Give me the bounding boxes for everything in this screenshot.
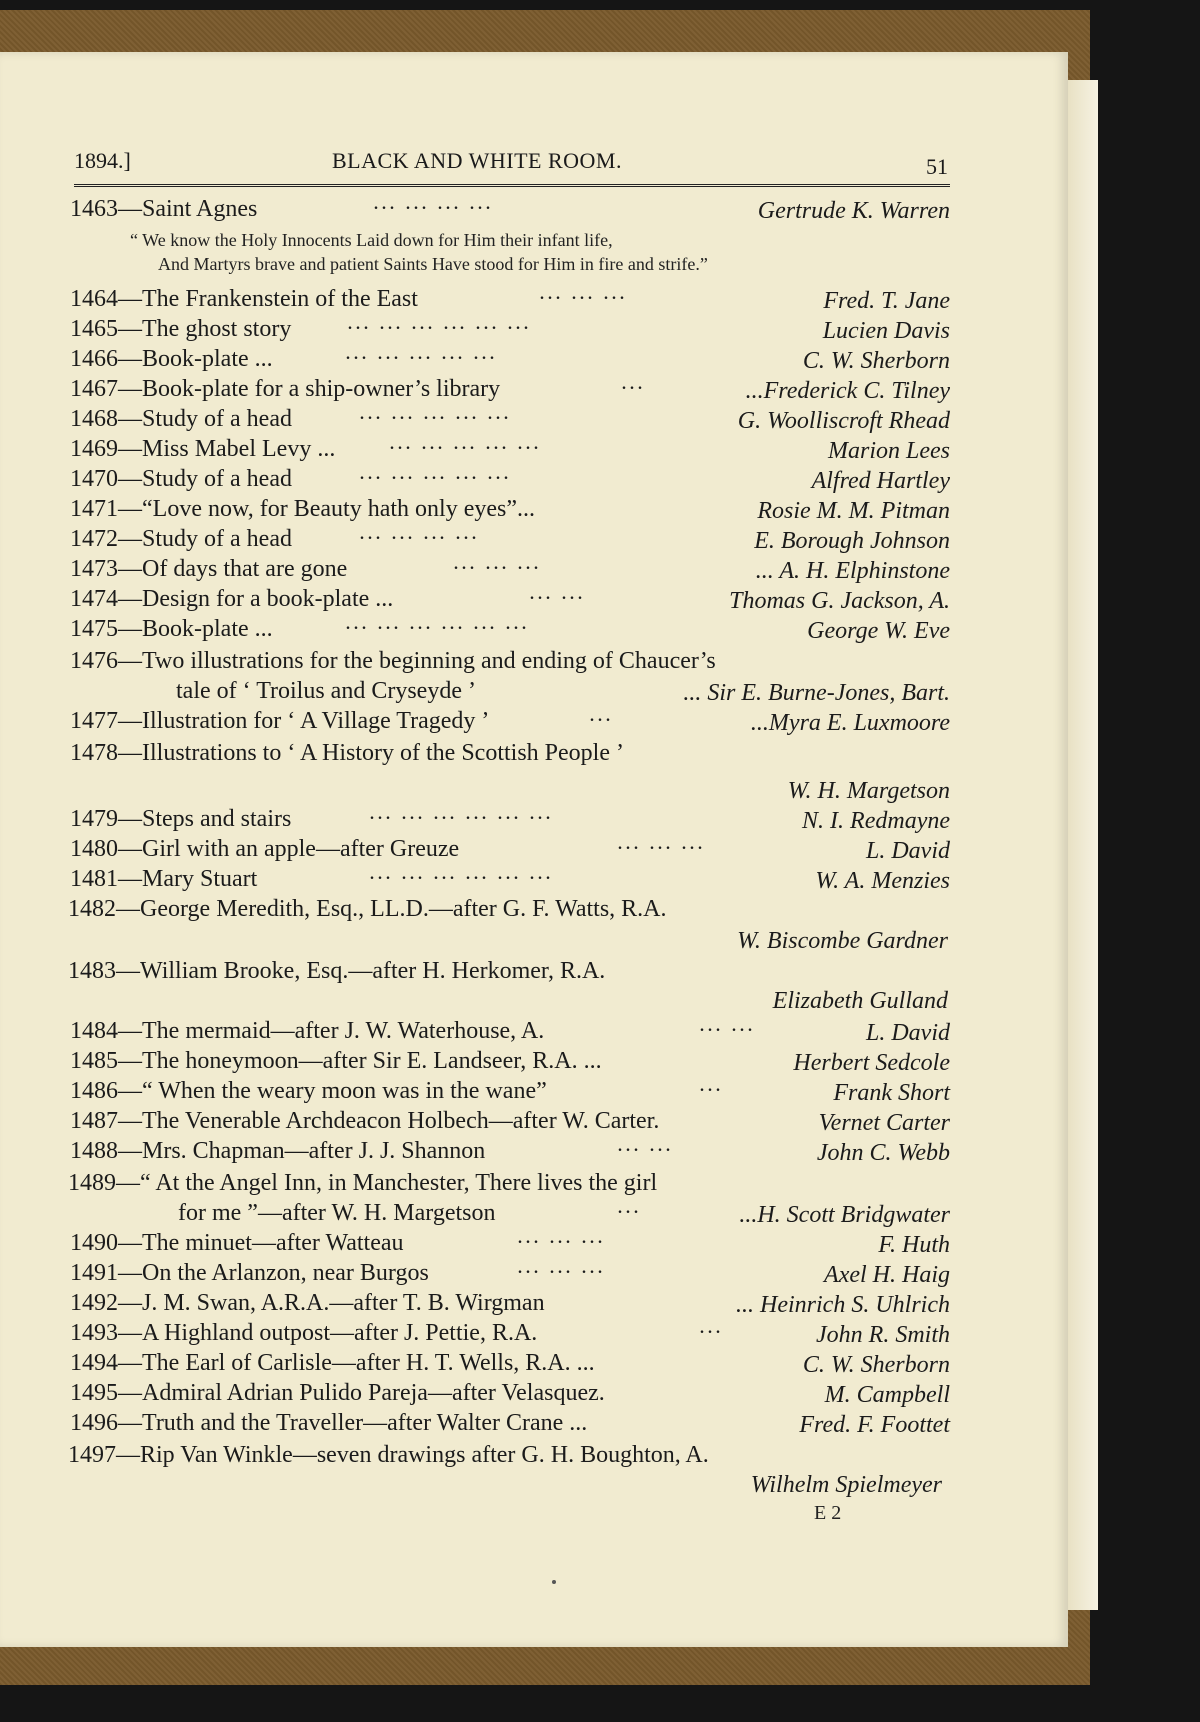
entry-artist: Fred. F. Foottet	[799, 1412, 950, 1438]
leader-dots: ... ...	[530, 586, 586, 603]
leader-dots: ... ... ... ... ... ...	[348, 316, 532, 333]
leader-dots: ... ... ... ... ...	[346, 346, 498, 363]
entry-title-continued: tale of ‘ Troilus and Cryseyde ’	[176, 678, 476, 704]
catalogue-entry	[70, 1138, 950, 1168]
quote-line: “ We know the Holy Innocents Laid down for Him their infant life,	[130, 230, 613, 250]
entry-title: 1496—Truth and the Traveller—after Walter Crane ...	[70, 1410, 588, 1436]
entry-title: 1479—Steps and stairs	[70, 806, 292, 832]
catalogue-entry	[70, 196, 950, 226]
entry-artist: Herbert Sedcole	[793, 1050, 950, 1076]
catalogue-entry	[70, 1290, 950, 1320]
catalogue-entry	[70, 346, 950, 376]
entry-title: 1472—Study of a head	[70, 526, 292, 552]
leader-dots: ...	[618, 1200, 642, 1217]
catalogue-entry	[70, 678, 950, 708]
leader-dots: ...	[700, 1320, 724, 1337]
catalogue-entry	[70, 1108, 950, 1138]
header-title: BLACK AND WHITE ROOM.	[332, 148, 622, 173]
catalogue-entry	[70, 708, 950, 738]
entry-title: 1489—“ At the Angel Inn, in Manchester, There lives the girl	[68, 1170, 658, 1196]
entry-title: 1486—“ When the weary moon was in the wane”	[70, 1078, 547, 1104]
catalogue-entry	[70, 286, 950, 316]
entry-title: 1466—Book-plate ...	[70, 346, 273, 372]
leader-dots: ... ... ... ...	[374, 196, 494, 213]
entry-artist: Lucien Davis	[822, 318, 950, 344]
entry-title: 1469—Miss Mabel Levy ...	[70, 436, 336, 462]
entry-artist: Gertrude K. Warren	[757, 198, 950, 224]
entry-artist: ...Frederick C. Tilney	[745, 378, 950, 404]
catalogue-entry	[70, 806, 950, 836]
catalogue-entry	[70, 1320, 950, 1350]
entry-artist: ... Sir E. Burne-Jones, Bart.	[683, 680, 950, 706]
catalogue-entry	[70, 526, 950, 556]
entry-artist: Fred. T. Jane	[823, 288, 950, 314]
entry-artist: Axel H. Haig	[824, 1262, 950, 1288]
entry-title: 1475—Book-plate ...	[70, 616, 273, 642]
entry-title: 1478—Illustrations to ‘ A History of the Scottish People ’	[70, 740, 624, 766]
entry-artist: N. I. Redmayne	[802, 808, 950, 834]
leader-dots: ...	[590, 708, 614, 725]
page-edge	[1068, 80, 1098, 1610]
entry-title: 1481—Mary Stuart	[70, 866, 258, 892]
signature-mark: E 2	[814, 1502, 842, 1524]
entry-artist: W. H. Margetson	[787, 778, 950, 804]
catalogue-entry	[70, 406, 950, 436]
entry-artist: Wilhelm Spielmeyer	[750, 1472, 942, 1498]
entry-artist: Rosie M. M. Pitman	[757, 498, 950, 524]
catalogue-entry	[70, 1260, 950, 1290]
entry-artist: ...Myra E. Luxmoore	[750, 710, 950, 736]
catalogue-entry	[70, 866, 950, 896]
entry-artist: Vernet Carter	[818, 1110, 950, 1136]
leader-dots: ... ... ... ... ... ...	[370, 806, 554, 823]
leader-dots: ... ... ...	[540, 286, 628, 303]
entry-title: 1480—Girl with an apple—after Greuze	[70, 836, 460, 862]
entry-title: 1484—The mermaid—after J. W. Waterhouse, A.	[70, 1018, 545, 1044]
entry-artist: ...H. Scott Bridgwater	[739, 1202, 950, 1228]
entry-artist: M. Campbell	[824, 1382, 950, 1408]
entry-artist: John C. Webb	[816, 1140, 950, 1166]
entry-artist: Marion Lees	[828, 438, 950, 464]
entry-artist: John R. Smith	[816, 1322, 950, 1348]
catalogue-entry	[70, 1078, 950, 1108]
entry-title: 1492—J. M. Swan, A.R.A.—after T. B. Wirgman	[70, 1290, 545, 1316]
catalogue-entry	[70, 496, 950, 526]
entry-title: 1474—Design for a book-plate ...	[70, 586, 394, 612]
leader-dots: ... ... ... ... ...	[360, 406, 512, 423]
leader-dots: ... ... ... ... ... ...	[370, 866, 554, 883]
entry-artist: ... Heinrich S. Uhlrich	[736, 1292, 950, 1318]
entry-title: 1467—Book-plate for a ship-owner’s library	[70, 376, 501, 402]
catalogue-entry	[70, 1018, 950, 1048]
entry-artist: G. Woolliscroft Rhead	[737, 408, 950, 434]
leader-dots: ...	[700, 1078, 724, 1095]
entry-artist: Alfred Hartley	[811, 468, 950, 494]
entry-artist: Thomas G. Jackson, A.	[729, 588, 950, 614]
leader-dots: ... ... ...	[518, 1260, 606, 1277]
entry-title: 1495—Admiral Adrian Pulido Pareja—after Velasquez.	[70, 1380, 605, 1406]
entry-title: 1465—The ghost story	[70, 316, 292, 342]
entry-artist: ... A. H. Elphinstone	[755, 558, 950, 584]
entry-title: 1485—The honeymoon—after Sir E. Landseer, R.A. ...	[70, 1048, 602, 1074]
leader-dots: ... ... ... ... ...	[360, 466, 512, 483]
catalogue-entry	[70, 436, 950, 466]
catalogue-entry	[70, 466, 950, 496]
entry-artist: E. Borough Johnson	[754, 528, 950, 554]
catalogue-entry	[70, 1350, 950, 1380]
entry-title: 1483—William Brooke, Esq.—after H. Herkomer, R.A.	[68, 958, 606, 984]
catalogue-entry	[70, 586, 950, 616]
entry-title: 1468—Study of a head	[70, 406, 292, 432]
header-year: 1894.]	[74, 148, 131, 173]
entry-artist: C. W. Sherborn	[802, 348, 950, 374]
leader-dots: ... ... ... ...	[360, 526, 480, 543]
catalogue-entry	[70, 616, 950, 646]
catalogue-entry	[70, 1230, 950, 1260]
entry-artist: C. W. Sherborn	[802, 1352, 950, 1378]
catalogue-entry	[70, 1380, 950, 1410]
entry-artist: Frank Short	[833, 1080, 950, 1106]
leader-dots: ... ... ...	[618, 836, 706, 853]
page-number: 51	[926, 154, 948, 179]
entry-title: 1491—On the Arlanzon, near Burgos	[70, 1260, 429, 1286]
leader-dots: ... ... ... ... ...	[390, 436, 542, 453]
leader-dots: ... ... ... ... ... ...	[346, 616, 530, 633]
entry-title: 1464—The Frankenstein of the East	[70, 286, 418, 312]
catalogue-entry	[70, 1048, 950, 1078]
catalogue-entry	[70, 836, 950, 866]
entry-artist: W. A. Menzies	[815, 868, 950, 894]
entry-artist: Elizabeth Gulland	[772, 988, 948, 1014]
running-header	[74, 140, 950, 187]
catalogue-entry	[70, 556, 950, 586]
entry-artist: W. Biscombe Gardner	[737, 928, 948, 954]
entry-title-continued: for me ”—after W. H. Margetson	[178, 1200, 496, 1226]
entry-title: 1497—Rip Van Winkle—seven drawings after G. H. Boughton, A.	[68, 1442, 709, 1468]
entry-artist: L. David	[866, 1020, 950, 1046]
entry-title: 1482—George Meredith, Esq., LL.D.—after G. F. Watts, R.A.	[68, 896, 667, 922]
entry-title: 1471—“Love now, for Beauty hath only eyes”...	[70, 496, 535, 522]
entry-title: 1476—Two illustrations for the beginning and ending of Chaucer’s	[70, 648, 716, 674]
catalogue-entry	[70, 376, 950, 406]
catalogue-entry	[70, 1410, 950, 1440]
entry-artist: George W. Eve	[807, 618, 950, 644]
quote-line: And Martyrs brave and patient Saints Have stood for Him in fire and strife.”	[158, 254, 708, 274]
entry-artist: L. David	[866, 838, 950, 864]
entry-title: 1463—Saint Agnes	[70, 196, 258, 222]
entry-title: 1487—The Venerable Archdeacon Holbech—after W. Carter.	[70, 1108, 660, 1134]
leader-dots: ... ...	[618, 1138, 674, 1155]
paper-speck	[552, 1580, 556, 1584]
leader-dots: ... ... ...	[454, 556, 542, 573]
entry-title: 1490—The minuet—after Watteau	[70, 1230, 404, 1256]
entry-title: 1477—Illustration for ‘ A Village Tragedy ’	[70, 708, 490, 734]
entry-title: 1494—The Earl of Carlisle—after H. T. Wells, R.A. ...	[70, 1350, 595, 1376]
entry-title: 1470—Study of a head	[70, 466, 292, 492]
leader-dots: ... ... ...	[518, 1230, 606, 1247]
catalogue-entry	[70, 316, 950, 346]
catalogue-entry	[70, 1200, 950, 1230]
entry-title: 1473—Of days that are gone	[70, 556, 348, 582]
entry-artist: F. Huth	[878, 1232, 950, 1258]
entry-title: 1488—Mrs. Chapman—after J. J. Shannon	[70, 1138, 486, 1164]
entry-title: 1493—A Highland outpost—after J. Pettie, R.A.	[70, 1320, 538, 1346]
leader-dots: ... ...	[700, 1018, 756, 1035]
leader-dots: ...	[622, 376, 646, 393]
